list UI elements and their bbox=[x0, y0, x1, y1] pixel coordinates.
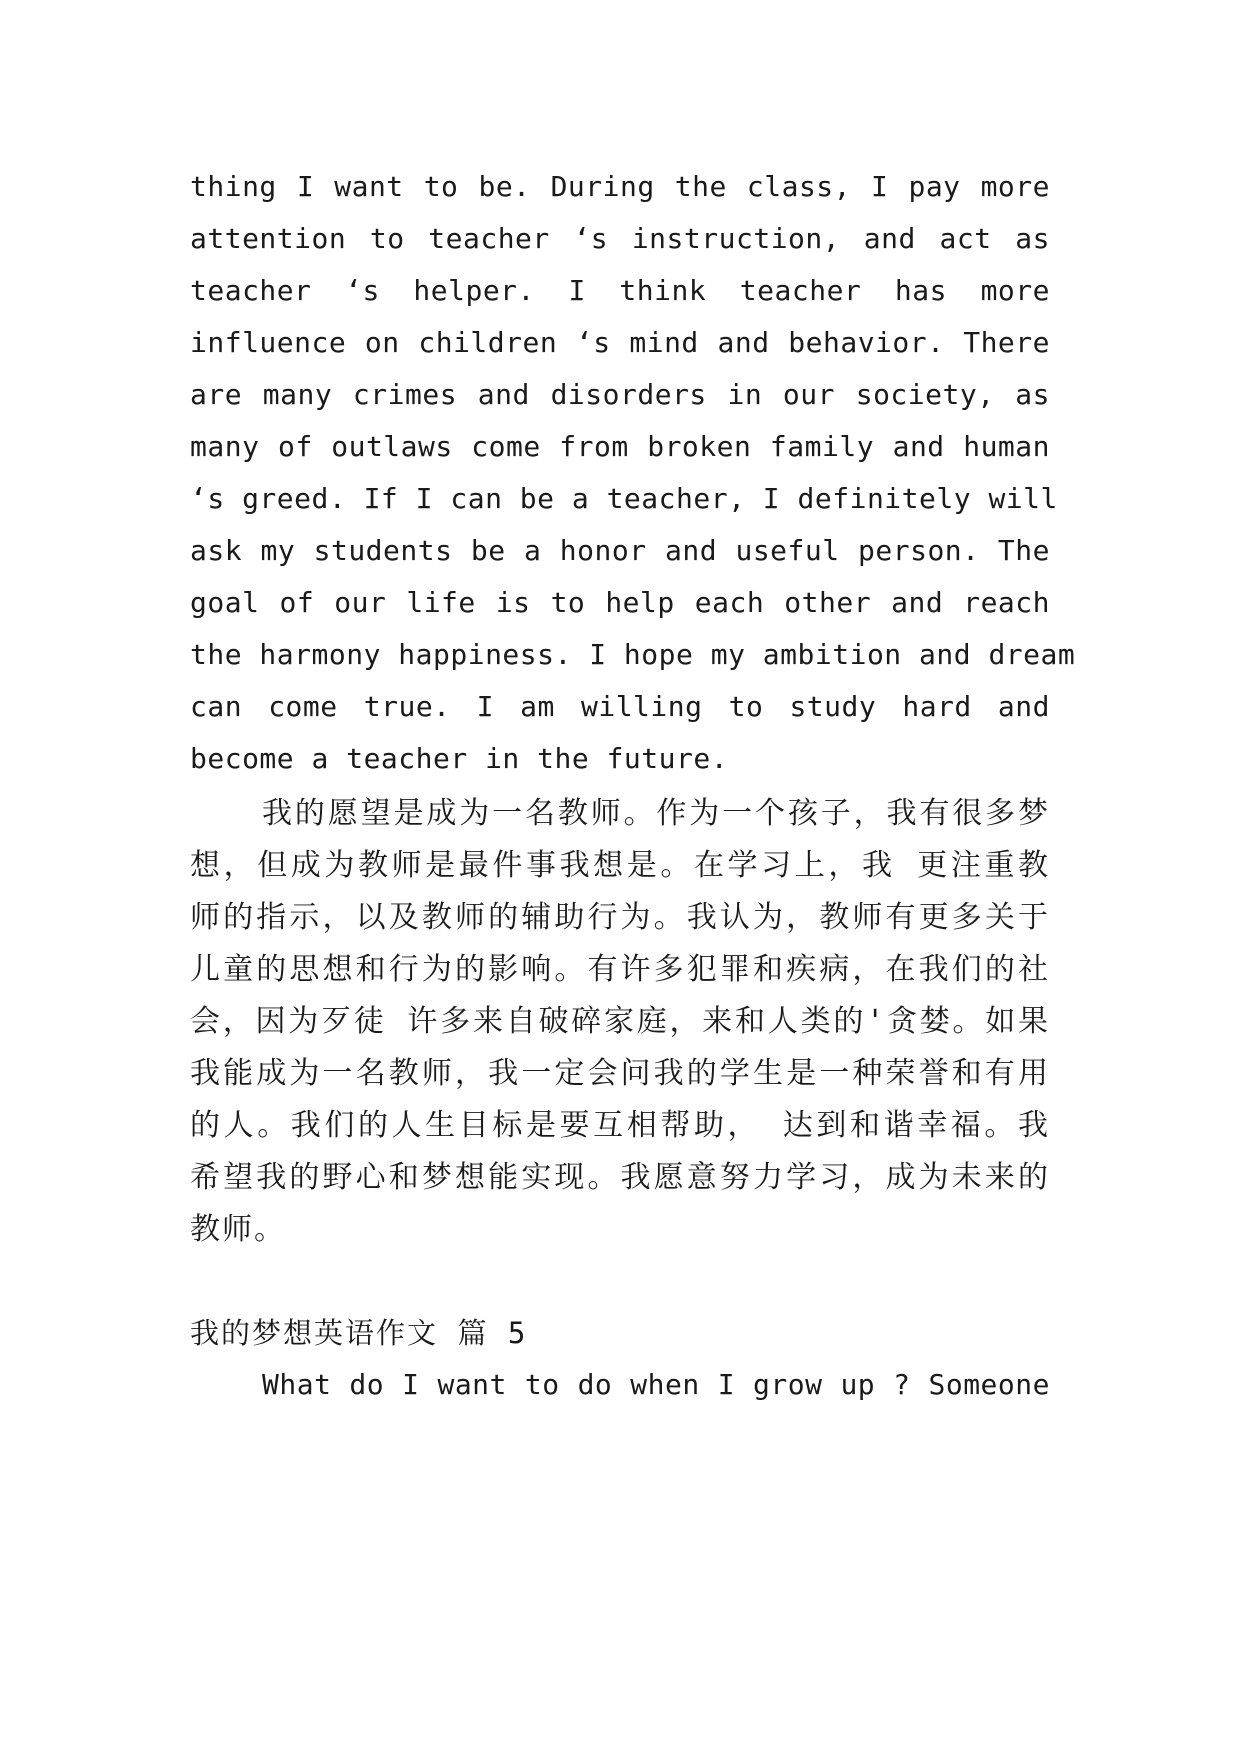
section-heading: 我的梦想英语作文 篇 5 bbox=[190, 1316, 528, 1350]
chinese-line-5: 会，因为歹徒 许多来自破碎家庭，来和人类的'贪婪。如果 bbox=[190, 1004, 1050, 1039]
english-line-1: thing I want to be. During the class, I pay more bbox=[190, 170, 1050, 203]
chinese-line-1: 我的愿望是成为一名教师。作为一个孩子，我有很多梦 bbox=[262, 796, 1050, 831]
english-line-3: teacher ‘s helper. I think teacher has more bbox=[190, 274, 1050, 307]
english-line-12: become a teacher in the future. bbox=[190, 742, 729, 775]
next-paragraph-line-1: What do I want to do when I grow up ? Someone bbox=[262, 1368, 1050, 1401]
chinese-line-4: 儿童的思想和行为的影响。有许多犯罪和疾病，在我们的社 bbox=[190, 952, 1050, 987]
english-line-2: attention to teacher ‘s instruction, and act as bbox=[190, 222, 1050, 255]
chinese-line-9: 教师。 bbox=[190, 1212, 286, 1247]
chinese-line-8: 希望我的野心和梦想能实现。我愿意努力学习，成为未来的 bbox=[190, 1160, 1050, 1195]
chinese-line-7: 的人。我们的人生目标是要互相帮助， 达到和谐幸福。我 bbox=[190, 1108, 1050, 1143]
english-line-9: goal of our life is to help each other and reach bbox=[190, 586, 1050, 619]
english-line-8: ask my students be a honor and useful person. The bbox=[190, 534, 1050, 567]
english-line-6: many of outlaws come from broken family and human bbox=[190, 430, 1050, 463]
english-line-11: can come true. I am willing to study hard and bbox=[190, 690, 1050, 723]
english-line-4: influence on children ‘s mind and behavior. There bbox=[190, 326, 1050, 359]
chinese-line-2: 想，但成为教师是最件事我想是。在学习上，我 更注重教 bbox=[190, 848, 1050, 883]
chinese-line-3: 师的指示，以及教师的辅助行为。我认为，教师有更多关于 bbox=[190, 900, 1050, 935]
english-line-5: are many crimes and disorders in our society, as bbox=[190, 378, 1050, 411]
english-line-7: ‘s greed. If I can be a teacher, I definitely will bbox=[190, 482, 1058, 515]
chinese-line-6: 我能成为一名教师，我一定会问我的学生是一种荣誉和有用 bbox=[190, 1056, 1050, 1091]
english-line-10: the harmony happiness. I hope my ambition and dream bbox=[190, 638, 1076, 671]
